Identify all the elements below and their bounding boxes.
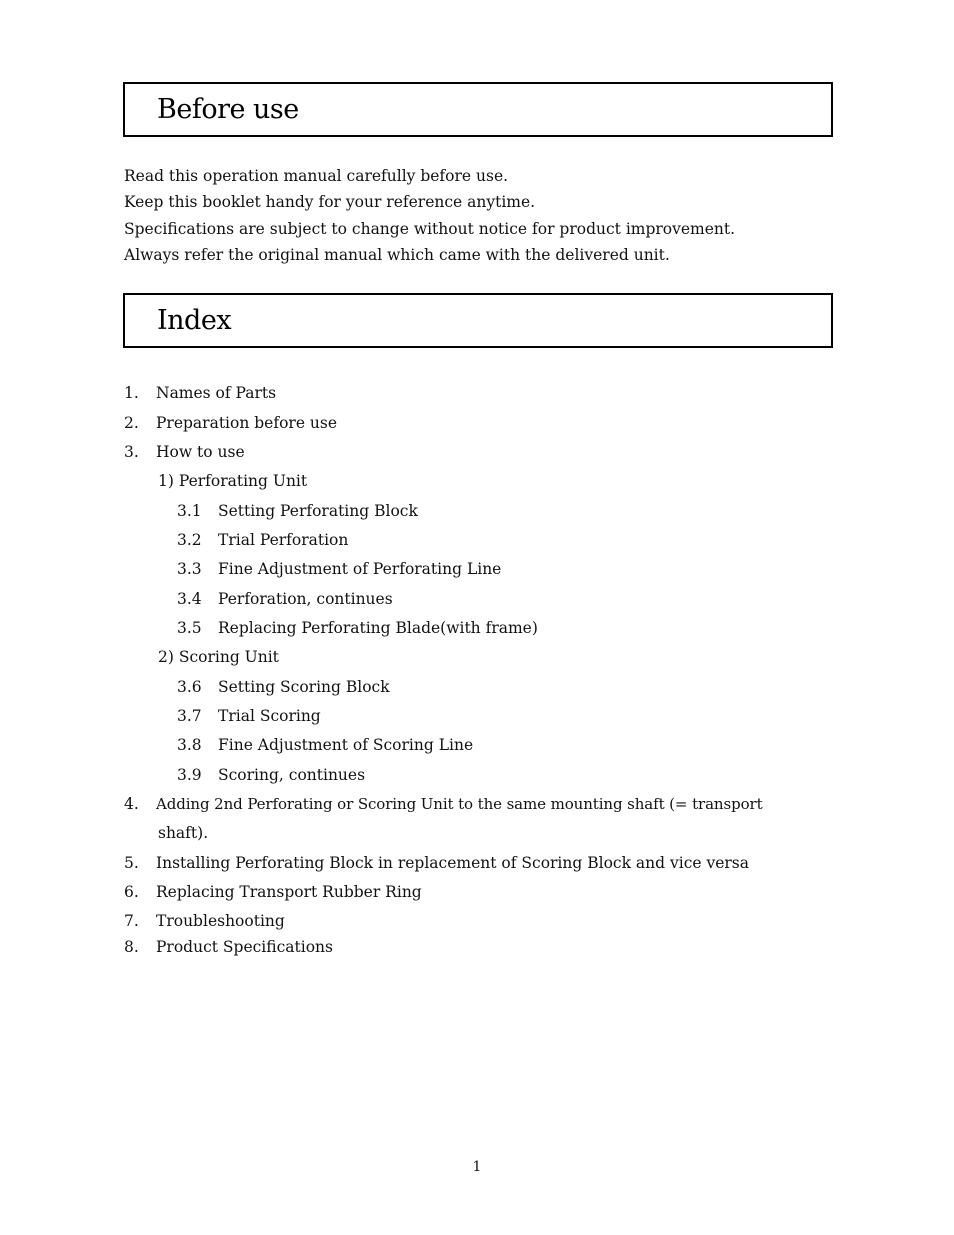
page-number: 1 [472, 1159, 482, 1175]
index-item-number: 3.5 [177, 619, 202, 637]
index-item-text: Setting Scoring Block [218, 678, 390, 696]
index-item-text: Troubleshooting [156, 912, 285, 930]
index-heading-box [123, 293, 833, 348]
index-item-text: Perforation, continues [218, 590, 393, 608]
index-item-text: shaft). [158, 824, 209, 842]
index-heading: Index [157, 305, 232, 336]
index-item-text: Trial Perforation [218, 531, 349, 549]
index-item-number: 3. [124, 443, 139, 461]
index-item-text: Names of Parts [156, 384, 277, 402]
index-item-text: Fine Adjustment of Scoring Line [218, 736, 474, 754]
index-item-number: 1. [124, 384, 139, 402]
index-item-number: 4. [124, 795, 139, 813]
before-use-heading-box [123, 82, 833, 137]
before-use-paragraph-4: Always refer the original manual which came with the delivered unit. [124, 246, 670, 264]
index-item-text: Product Specifications [156, 938, 333, 956]
index-item-number: 6. [124, 883, 139, 901]
index-item-number: 3.8 [177, 736, 202, 754]
index-item-number: 3.7 [177, 707, 202, 725]
index-item-text: Preparation before use [156, 414, 338, 432]
index-item-number: 3.2 [177, 531, 202, 549]
index-item-text: Replacing Perforating Blade(with frame) [218, 619, 538, 637]
index-item-text: 1) Perforating Unit [158, 472, 308, 490]
before-use-paragraph-3: Specifications are subject to change without notice for product improvement. [124, 220, 736, 238]
index-item-text: How to use [156, 443, 245, 461]
index-item-text: Setting Perforating Block [218, 502, 418, 520]
index-item-text: Adding 2nd Perforating or Scoring Unit to the same mounting shaft (= transport [156, 795, 763, 813]
before-use-paragraph-1: Read this operation manual carefully before use. [124, 167, 509, 185]
index-item-number: 3.3 [177, 560, 202, 578]
before-use-paragraph-2: Keep this booklet handy for your reference anytime. [124, 193, 536, 211]
index-item-number: 3.1 [177, 502, 202, 520]
index-item-text: Installing Perforating Block in replacement of Scoring Block and vice versa [156, 854, 750, 872]
before-use-heading: Before use [157, 94, 299, 125]
index-item-number: 8. [124, 938, 139, 956]
index-item-text: Trial Scoring [218, 707, 321, 725]
index-item-text: Scoring, continues [218, 766, 366, 784]
index-item-number: 5. [124, 854, 139, 872]
index-item-number: 3.9 [177, 766, 202, 784]
index-item-number: 2. [124, 414, 139, 432]
index-item-number: 3.6 [177, 678, 202, 696]
index-item-number: 7. [124, 912, 139, 930]
index-item-text: 2) Scoring Unit [158, 648, 279, 666]
index-item-number: 3.4 [177, 590, 202, 608]
index-item-text: Fine Adjustment of Perforating Line [218, 560, 502, 578]
index-item-text: Replacing Transport Rubber Ring [156, 883, 422, 901]
